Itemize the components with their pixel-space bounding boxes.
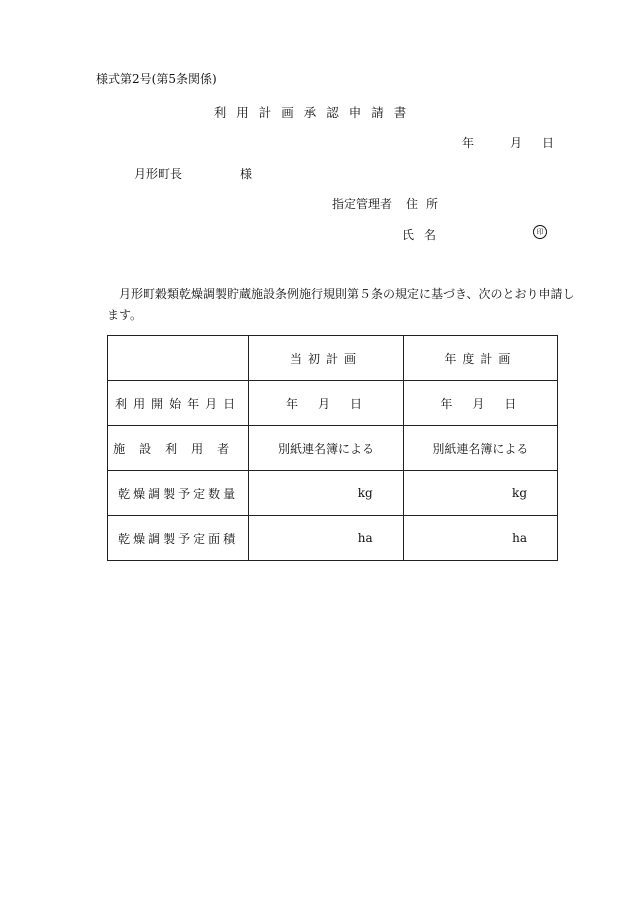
name-label: 氏名 [402, 228, 447, 242]
table-row [108, 471, 558, 516]
seal-mark: 印 [533, 225, 547, 239]
addressee-honorific: 様 [240, 167, 253, 181]
row-label: 施設利用者 [108, 426, 249, 471]
table-header-blank [108, 336, 249, 381]
date-year: 年 [462, 136, 475, 150]
row-initial-value: 別紙連名簿による [249, 426, 403, 471]
plan-table [107, 335, 558, 561]
row-annual-value: 年 月 日 [403, 381, 557, 426]
row-annual-value: 別紙連名簿による [403, 426, 557, 471]
row-initial-value: ha [249, 516, 403, 561]
table-header-row [108, 336, 558, 381]
date-line [462, 134, 554, 151]
row-label: 乾燥調製予定数量 [108, 471, 249, 516]
address-label: 住所 [406, 197, 447, 211]
table-row [108, 516, 558, 561]
row-annual-value: ha [403, 516, 557, 561]
document-title: 利用計画承認申請書 [213, 105, 417, 120]
applicant-address-line [332, 195, 446, 212]
table-header-annual: 年度計画 [403, 336, 557, 381]
row-initial-value: 年 月 日 [249, 381, 403, 426]
date-month: 月 [510, 136, 523, 150]
addressee-name: 月形町長 [134, 167, 183, 181]
form-number: 様式第2号(第5条関係) [96, 72, 217, 86]
row-annual-value: kg [403, 471, 557, 516]
table-header-initial: 当初計画 [249, 336, 403, 381]
row-initial-value: kg [249, 471, 403, 516]
date-day: 日 [542, 136, 555, 150]
body-text: 月形町穀類乾燥調製貯蔵施設条例施行規則第５条の規定に基づき、次のとおり申請します。 [107, 287, 575, 322]
table-row [108, 381, 558, 426]
table-row [108, 426, 558, 471]
row-label: 乾燥調製予定面積 [108, 516, 249, 561]
addressee [134, 165, 252, 182]
row-label: 利用開始年月日 [108, 381, 249, 426]
applicant-role: 指定管理者 [332, 197, 393, 211]
